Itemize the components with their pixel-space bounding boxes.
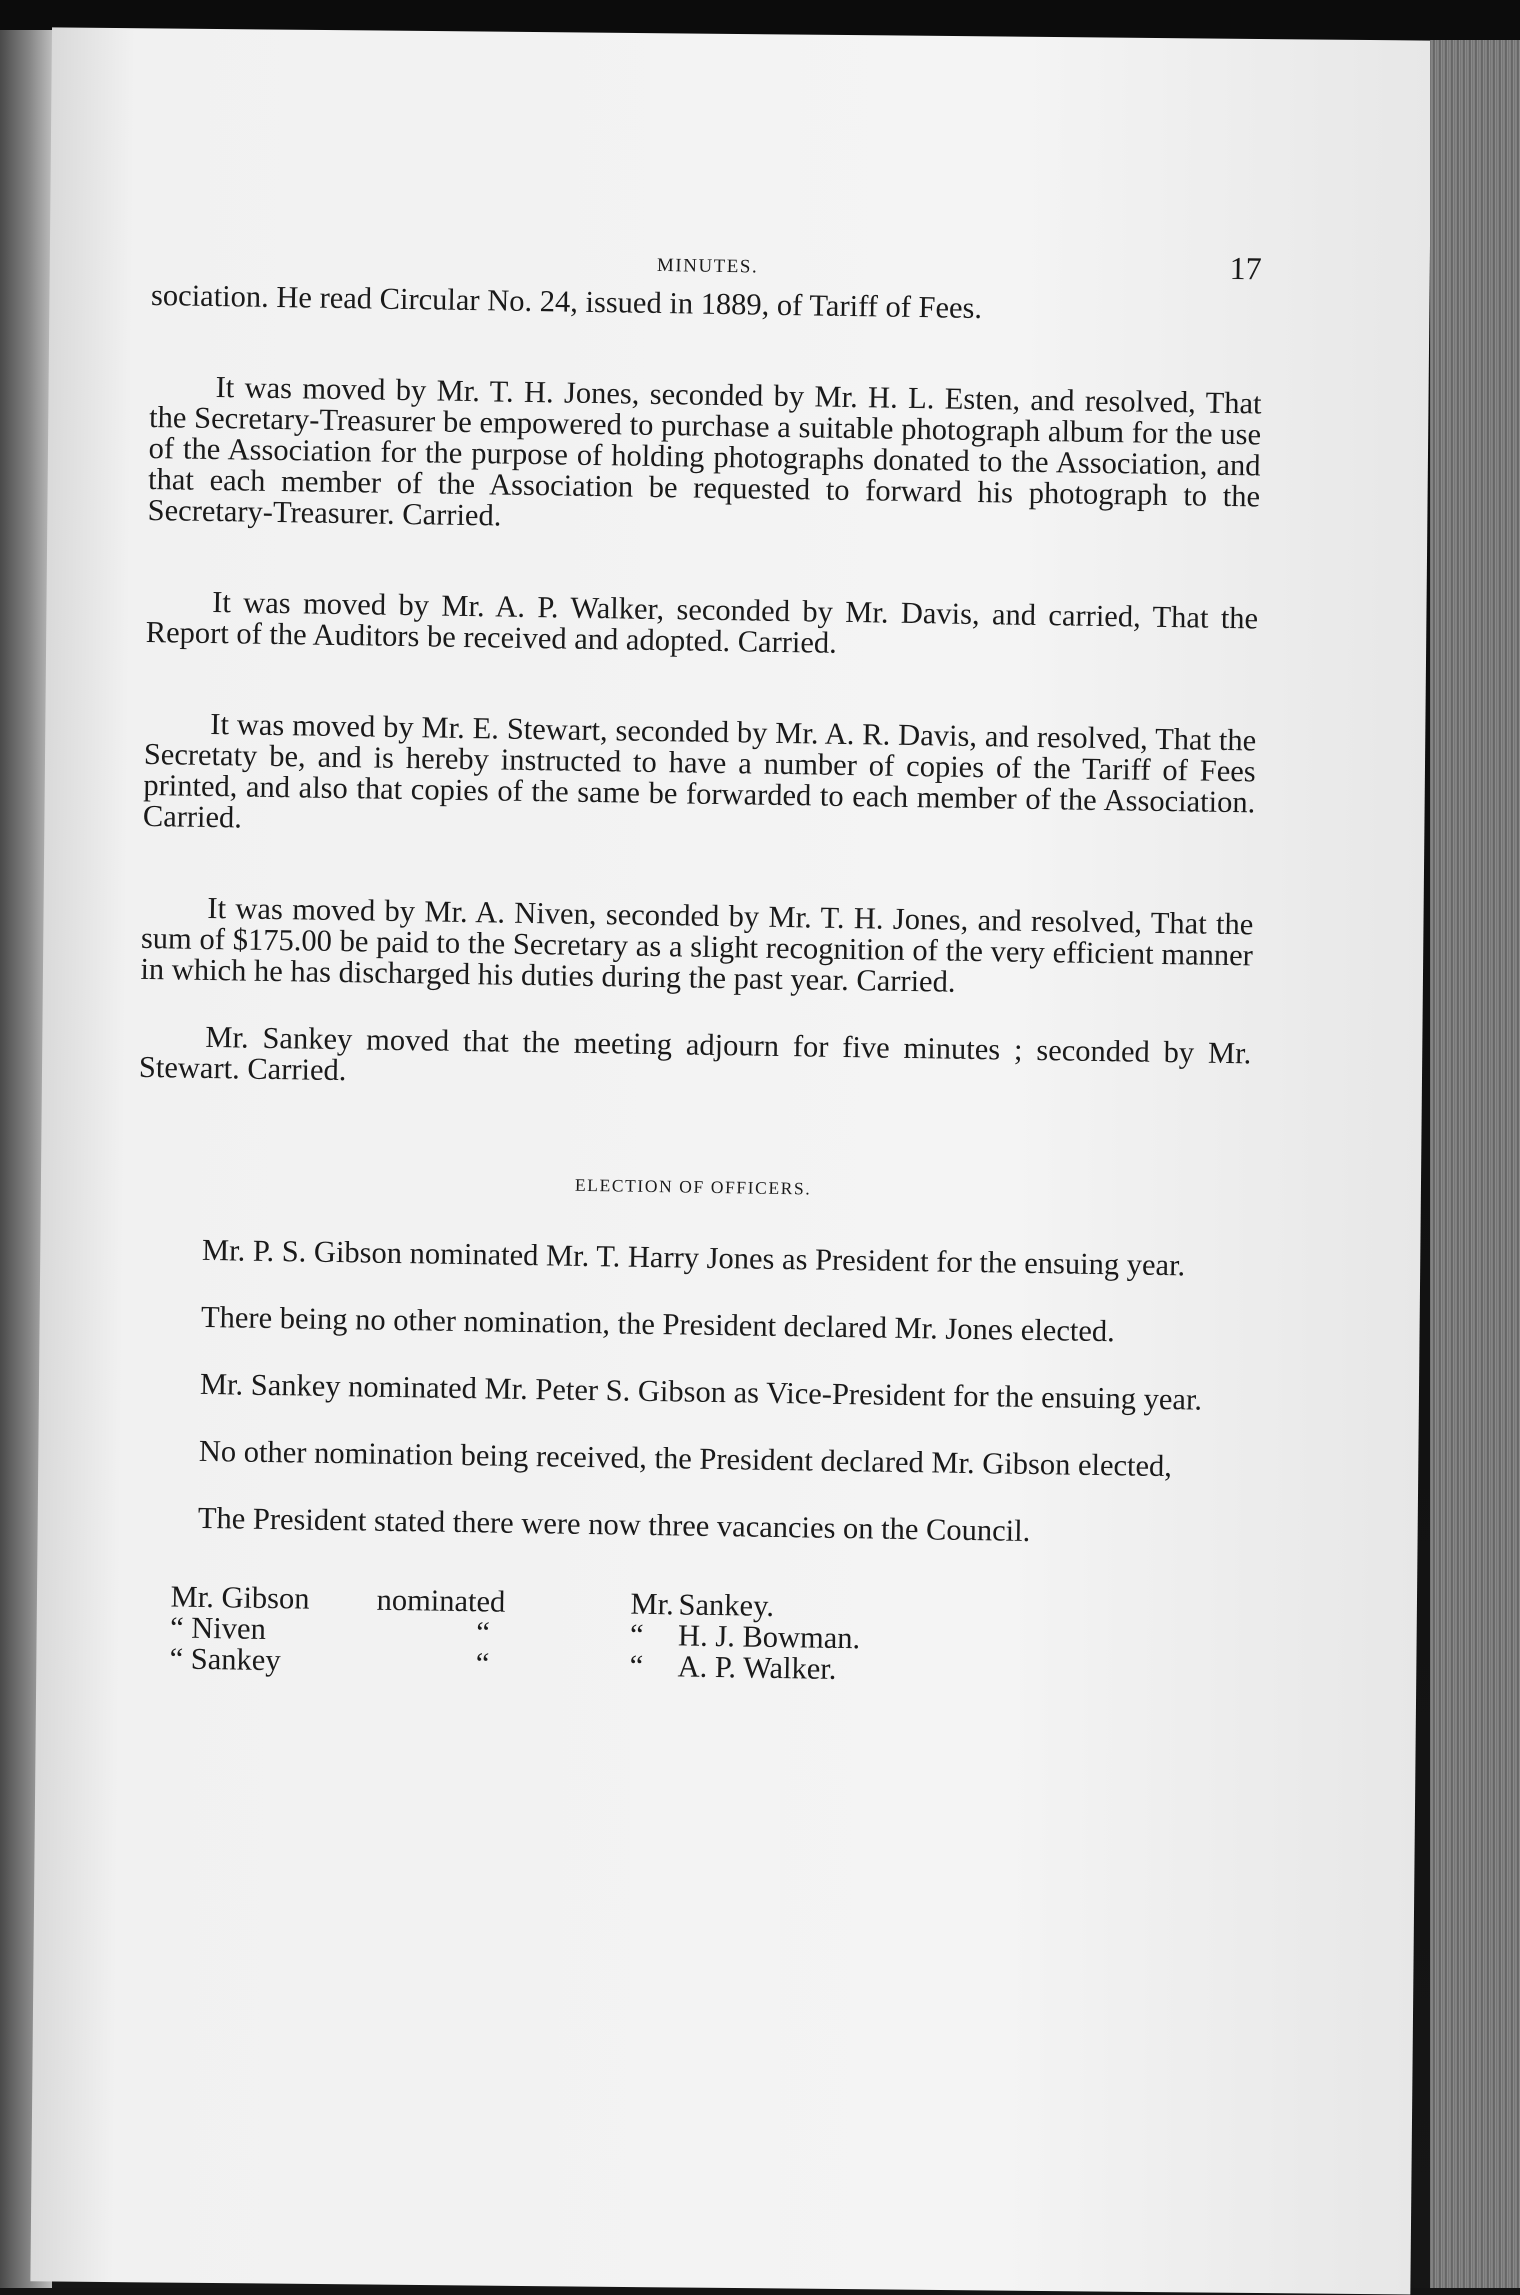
nominated-verb: “ [476, 1615, 491, 1650]
president-elected: There being no other nomination, the President declared Mr. Jones elected. [200, 1299, 1116, 1349]
vice-president-nomination: Mr. Sankey nominated Mr. Peter S. Gibson as Vice-President for the ensuing year. [199, 1366, 1203, 1417]
nominator-name: Niven [191, 1610, 267, 1646]
nominee-prefix: Mr. [630, 1586, 675, 1622]
nominator-cell [169, 1643, 375, 1677]
vice-president-elected: No other nomination being received, the President declared Mr. Gibson elected, [198, 1433, 1173, 1484]
page-number: 17 [1229, 249, 1262, 287]
page-content [129, 236, 1263, 1691]
nominee-name: A. P. Walker. [677, 1649, 837, 1686]
nominated-verb: nominated [376, 1582, 506, 1619]
page-stack-edge [1430, 40, 1520, 2288]
nominee-prefix: “ [629, 1648, 644, 1683]
running-head-title: MINUTES. [656, 254, 759, 278]
section-heading: ELECTION OF OFFICERS. [574, 1174, 812, 1199]
nominee-name: Sankey. [678, 1587, 775, 1623]
council-vacancies: The President stated there were now three vacancies on the Council. [197, 1500, 1031, 1548]
motion-auditors-report: It was moved by Mr. A. P. Walker, seconded by Mr. Davis, and carried, That the Report of the Auditors be received and adopted. Carried. [145, 584, 1259, 660]
motion-photograph-album: It was moved by Mr. T. H. Jones, seconded by Mr. H. L. Esten, and resolved, That the Secretary-Treasurer be empowered to purchase a suitable photograph album for the use of the Association for the purpose of holding photographs donated to the Association, and that each member of the Association be requested to forward his photograph to the Secretary-Treasurer. Carried. [147, 370, 1262, 533]
nominator-name: Sankey [190, 1641, 281, 1678]
nominee-prefix: “ [629, 1617, 644, 1652]
nominee-name: H. J. Bowman. [677, 1618, 861, 1656]
nominator-title: Mr. [170, 1579, 215, 1615]
nominator-name: Gibson [221, 1580, 310, 1616]
continued-paragraph: sociation. He read Circular No. 24, issued in 1889, of Tariff of Fees. [150, 277, 983, 326]
nominator-title: “ [169, 1610, 184, 1645]
president-nomination: Mr. P. S. Gibson nominated Mr. T. Harry Jones as President for the ensuing year. [201, 1232, 1186, 1283]
nominator-title: “ [169, 1641, 184, 1676]
motion-secretary-payment: It was moved by Mr. A. Niven, seconded by Mr. T. H. Jones, and resolved, That the sum of $175.00 be paid to the Secretary as a slight recognition of the very efficient manner in which he has discharged his duties during the past year. Carried. [140, 890, 1254, 999]
motion-adjourn: Mr. Sankey moved that the meeting adjourn for five minutes ; seconded by Mr. Stewart. Carried. [138, 1019, 1252, 1088]
nominated-verb: “ [475, 1646, 490, 1681]
motion-tariff-copies: It was moved by Mr. E. Stewart, seconded by Mr. A. R. Davis, and resolved, That the Secretaty be, and is hereby instructed to have a number of copies of the Tariff of Fees printed, and also that copies of the same be forwarded to each member of the Association. Carried. [142, 706, 1257, 835]
council-nominations-table [169, 1581, 861, 1685]
